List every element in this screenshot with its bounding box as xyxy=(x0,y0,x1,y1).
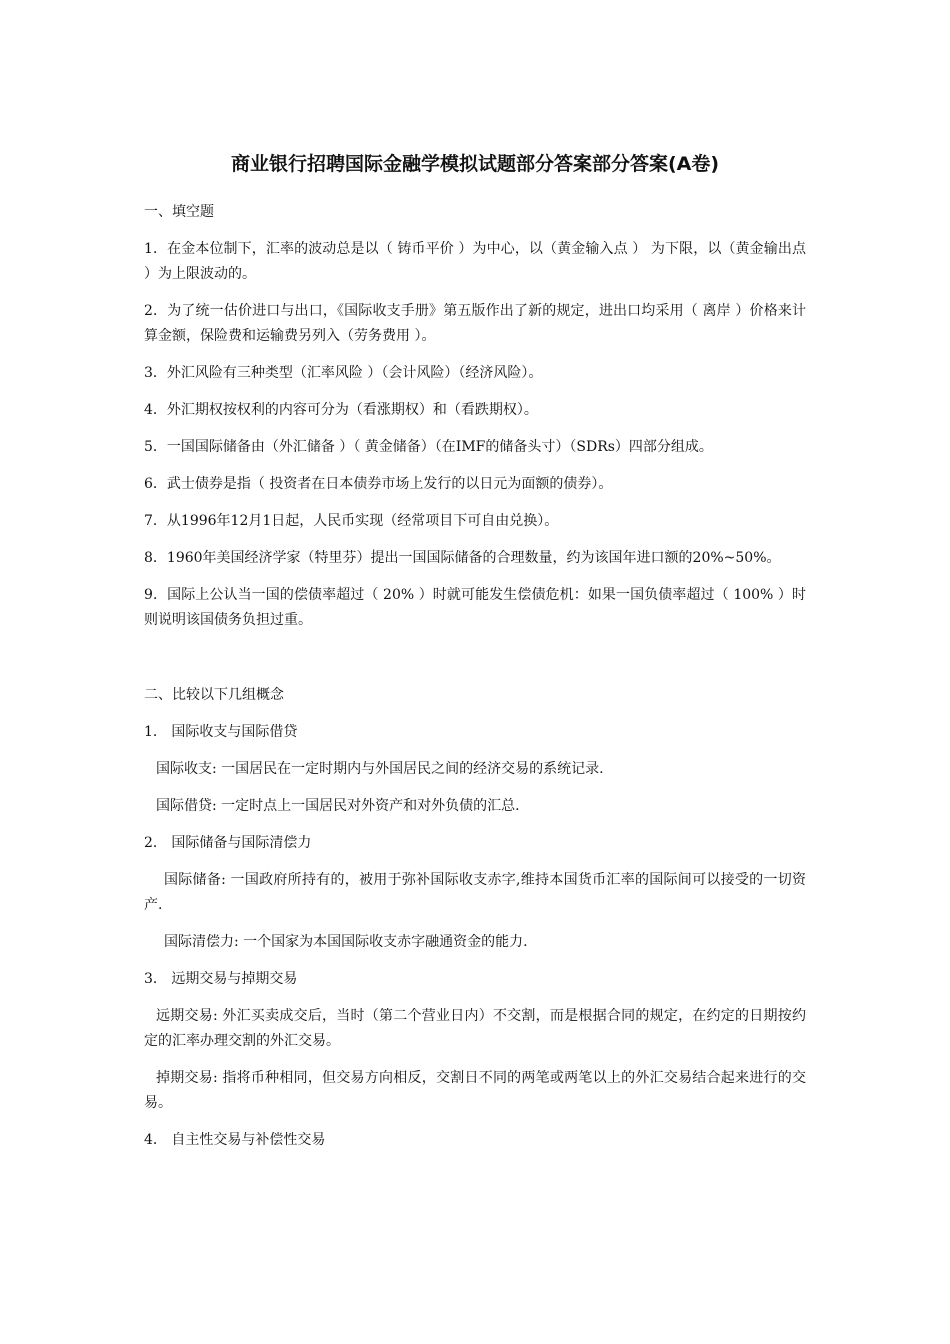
question-7: 7．从1996年12月1日起，人民币实现（经常项目下可自由兑换）。 xyxy=(144,513,559,529)
question-8: 8．1960年美国经济学家（特里芬）提出一国国际储备的合理数量，约为该国年进口额的20%~50%。 xyxy=(144,550,781,566)
question-6: 6．武士债券是指（ 投资者在日本债券市场上发行的以日元为面额的债券）。 xyxy=(144,476,613,492)
definition-swap-transaction-text: 掉期交易: 指将币种相同，但交易方向相反，交割日不同的两笔或两笔以上的外汇交易结合起来进行的交易。 xyxy=(144,1070,806,1111)
section-spacer xyxy=(144,645,806,683)
definition-international-indebtedness: 国际借贷: 一定时点上一国居民对外资产和对外负债的汇总. xyxy=(156,798,520,814)
definition-balance-of-payments: 国际收支: 一国居民在一定时期内与外国居民之间的经济交易的系统记录. xyxy=(156,761,604,777)
compare-group-1-label: 1． 国际收支与国际借贷 xyxy=(144,724,298,740)
definition-international-reserves xyxy=(144,868,806,918)
document-title: 商业银行招聘国际金融学模拟试题部分答案部分答案(A卷) xyxy=(230,153,720,175)
compare-group-4-label: 4． 自主性交易与补偿性交易 xyxy=(144,1132,326,1148)
document-body xyxy=(144,200,806,1165)
question-3: 3．外汇风险有三种类型（汇率风险 ）（会计风险）（经济风险）。 xyxy=(144,365,543,381)
question-4: 4．外汇期权按权利的内容可分为（看涨期权）和（看跌期权）。 xyxy=(144,402,538,418)
compare-group-3-label: 3． 远期交易与掉期交易 xyxy=(144,971,298,987)
definition-forward-transaction xyxy=(144,1004,806,1054)
question-1: 1．在金本位制下，汇率的波动总是以（ 铸币平价 ）为中心，以（黄金输入点 ） 为下限，以（黄金输出点 ）为上限波动的。 xyxy=(144,241,806,282)
question-5: 5．一国国际储备由（外汇储备 ）（ 黄金储备）（在IMF的储备头寸）（SDRs）四部分组成。 xyxy=(144,439,713,455)
definition-swap-transaction xyxy=(144,1066,806,1116)
question-2: 2．为了统一估价进口与出口，《国际收支手册》第五版作出了新的规定，进出口均采用（ 离岸 ）价格来计算金额，保险费和运输费另列入（劳务费用 ）。 xyxy=(144,303,806,344)
question-9: 9．国际上公认当一国的偿债率超过（ 20% ）时就可能发生偿债危机：如果一国负债率超过（ 100% ）时则说明该国债务负担过重。 xyxy=(144,587,806,628)
section-heading-fill-in: 一、填空题 xyxy=(144,204,214,220)
definition-international-reserves-text: 国际储备: 一国政府所持有的，被用于弥补国际收支赤字,维持本国货币汇率的国际间可以接受的一切资产. xyxy=(144,872,806,913)
definition-forward-transaction-text: 远期交易: 外汇买卖成交后，当时（第二个营业日内）不交割，而是根据合同的规定，在约定的日期按约定的汇率办理交割的外汇交易。 xyxy=(144,1008,806,1049)
compare-group-2-label: 2． 国际储备与国际清偿力 xyxy=(144,835,312,851)
section-heading-compare: 二、比较以下几组概念 xyxy=(144,687,284,703)
definition-international-liquidity: 国际清偿力: 一个国家为本国国际收支赤字融通资金的能力. xyxy=(164,934,528,950)
